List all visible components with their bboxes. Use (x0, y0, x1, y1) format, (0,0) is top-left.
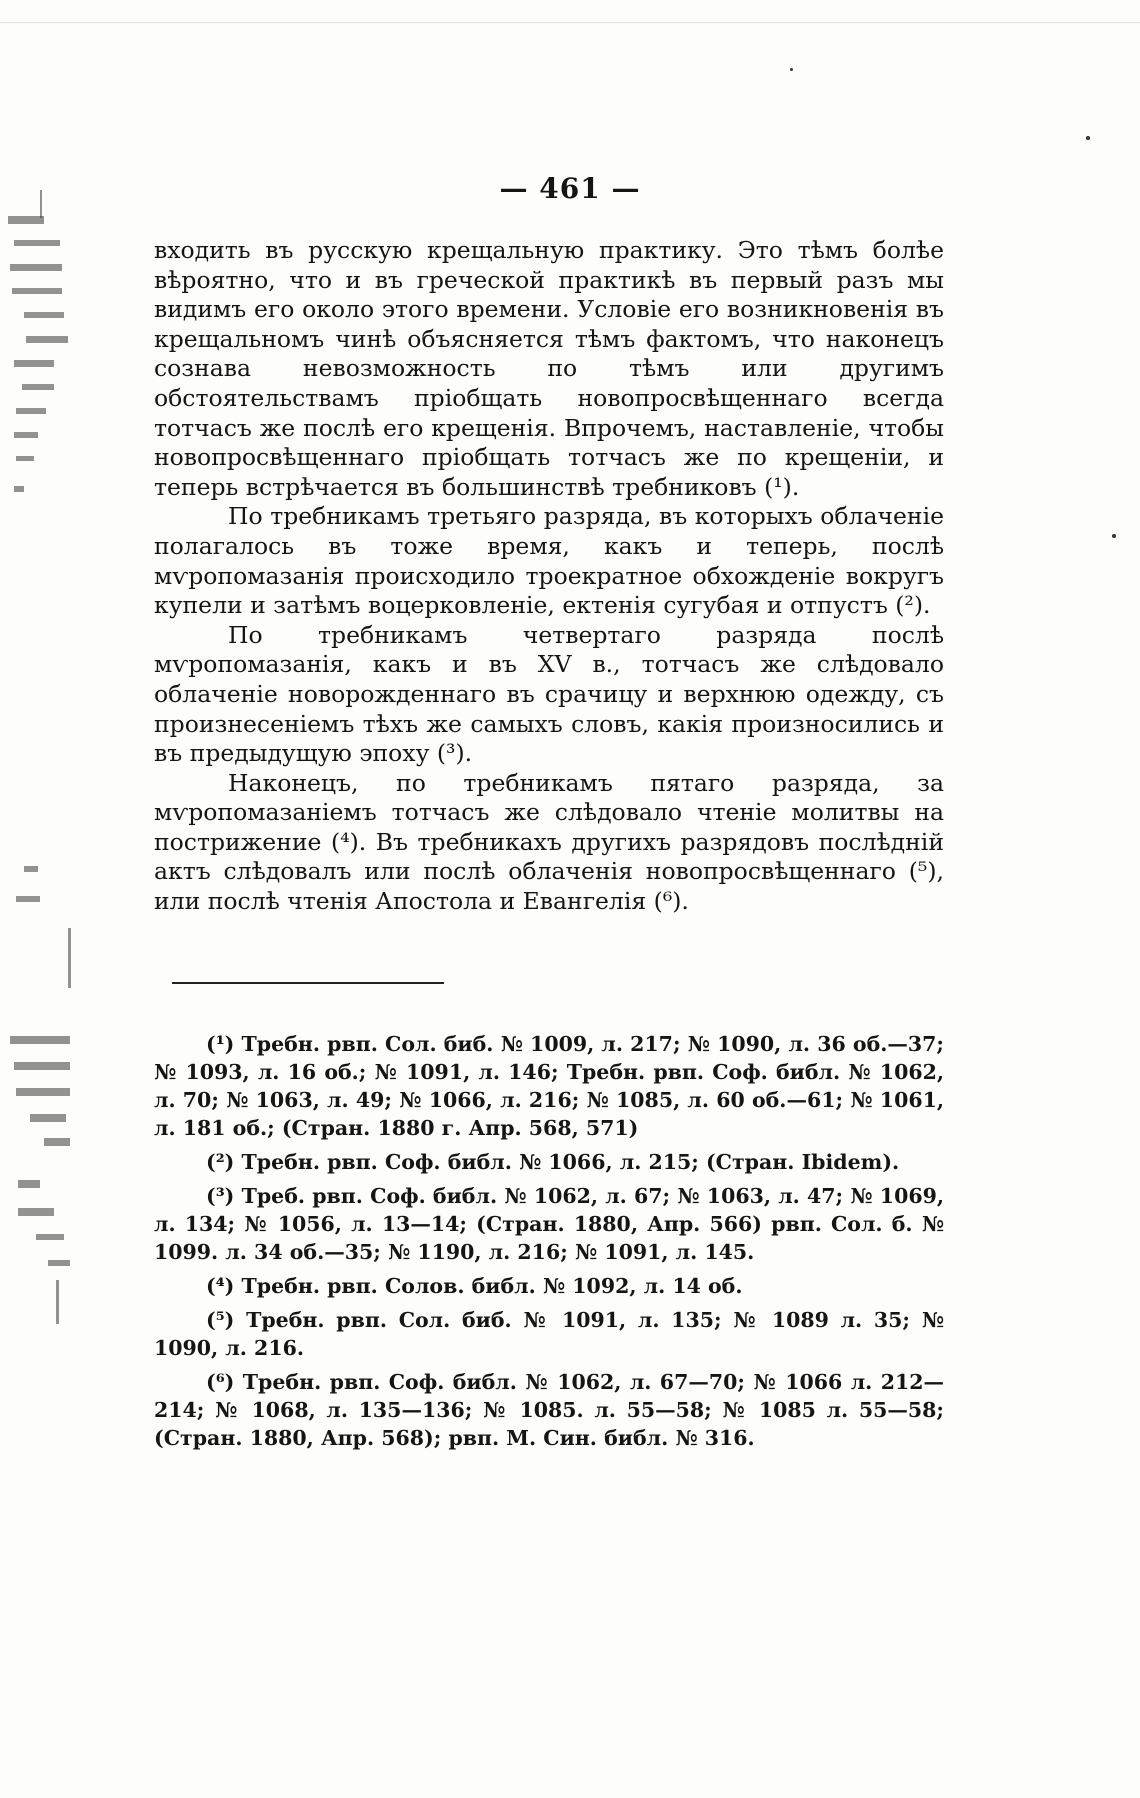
footnote: (⁴) Требн. рвп. Солов. библ. № 1092, л. 14 об. (206, 1274, 743, 1298)
main-text (154, 236, 944, 917)
paragraph: входить въ русскую крещальную практику. Это тѣмъ болѣе вѣроятно, что и въ греческой практикѣ въ первый разъ мы видимъ его около этого времени. Условіе его возникновенія въ крещальномъ чинѣ объясняется тѣмъ фактомъ, что наконецъ сознава невозможность по тѣмъ или другимъ обстоятельствамъ пріобщать новопросвѣщеннаго всегда тотчасъ же послѣ его крещенія. Впрочемъ, наставленіе, чтобы новопросвѣщеннаго пріобщать тотчасъ же по крещеніи, и теперь встрѣчается въ большинствѣ требниковъ (¹). (154, 236, 944, 501)
scan-speck (1112, 534, 1116, 538)
paragraph: По требникамъ четвертаго разряда послѣ мѵропомазанія, какъ и въ XV в., тотчасъ же слѣдовало облаченіе новорожденнаго въ срачицу и верхнюю одежду, съ произнесеніемъ тѣхъ же самыхъ словъ, какія произносились и въ предыдущую эпоху (³). (154, 620, 944, 768)
footnote-separator (172, 982, 444, 984)
margin-bleed-through (0, 190, 86, 1290)
footnote: (⁵) Требн. рвп. Сол. биб. № 1091, л. 135; № 1089 л. 35; № 1090, л. 216. (154, 1308, 944, 1360)
paragraph: Наконецъ, по требникамъ пятаго разряда, за мѵропомазаніемъ тотчасъ же слѣдовало чтеніе молитвы на пострижение (⁴). Въ требникахъ другихъ разрядовъ послѣдній актъ слѣдовалъ или послѣ облаченія новопросвѣщеннаго (⁵), или послѣ чтенія Апостола и Евангелія (⁶). (154, 768, 944, 916)
footnote: (¹) Требн. рвп. Сол. биб. № 1009, л. 217; № 1090, л. 36 об.—37; № 1093, л. 16 об.; № 1091, л. 146; Требн. рвп. Соф. библ. № 1062, л. 70; № 1063, л. 49; № 1066, л. 216; № 1085, л. 60 об.—61; № 1061, л. 181 об.; (Стран. 1880 г. Апр. 568, 571) (154, 1032, 944, 1140)
scan-speck (790, 68, 793, 71)
footnote: (³) Треб. рвп. Соф. библ. № 1062, л. 67; № 1063, л. 47; № 1069, л. 134; № 1056, л. 13—14; (Стран. 1880, Апр. 566) рвп. Сол. б. № 1099. л. 34 об.—35; № 1190, л. 216; № 1091, л. 145. (154, 1184, 944, 1264)
footnote: (⁶) Требн. рвп. Соф. библ. № 1062, л. 67—70; № 1066 л. 212—214; № 1068, л. 135—136; № 1085. л. 55—58; № 1085 л. 55—58; (Стран. 1880, Апр. 568); рвп. М. Син. библ. № 316. (154, 1370, 944, 1450)
footnotes (154, 1030, 944, 1458)
page-number: — 461 — (499, 172, 641, 205)
scan-speck (1086, 136, 1090, 140)
scan-top-edge (0, 22, 1140, 23)
footnote: (²) Требн. рвп. Соф. библ. № 1066, л. 215; (Стран. Ibidem). (206, 1150, 900, 1174)
paragraph: По требникамъ третьяго разряда, въ которыхъ облаченіе полагалось въ тоже время, какъ и теперь, послѣ мѵропомазанія происходило троекратное обхожденіе вокругъ купели и затѣмъ воцерковленіе, ектенія сугубая и отпустъ (²). (154, 502, 944, 620)
